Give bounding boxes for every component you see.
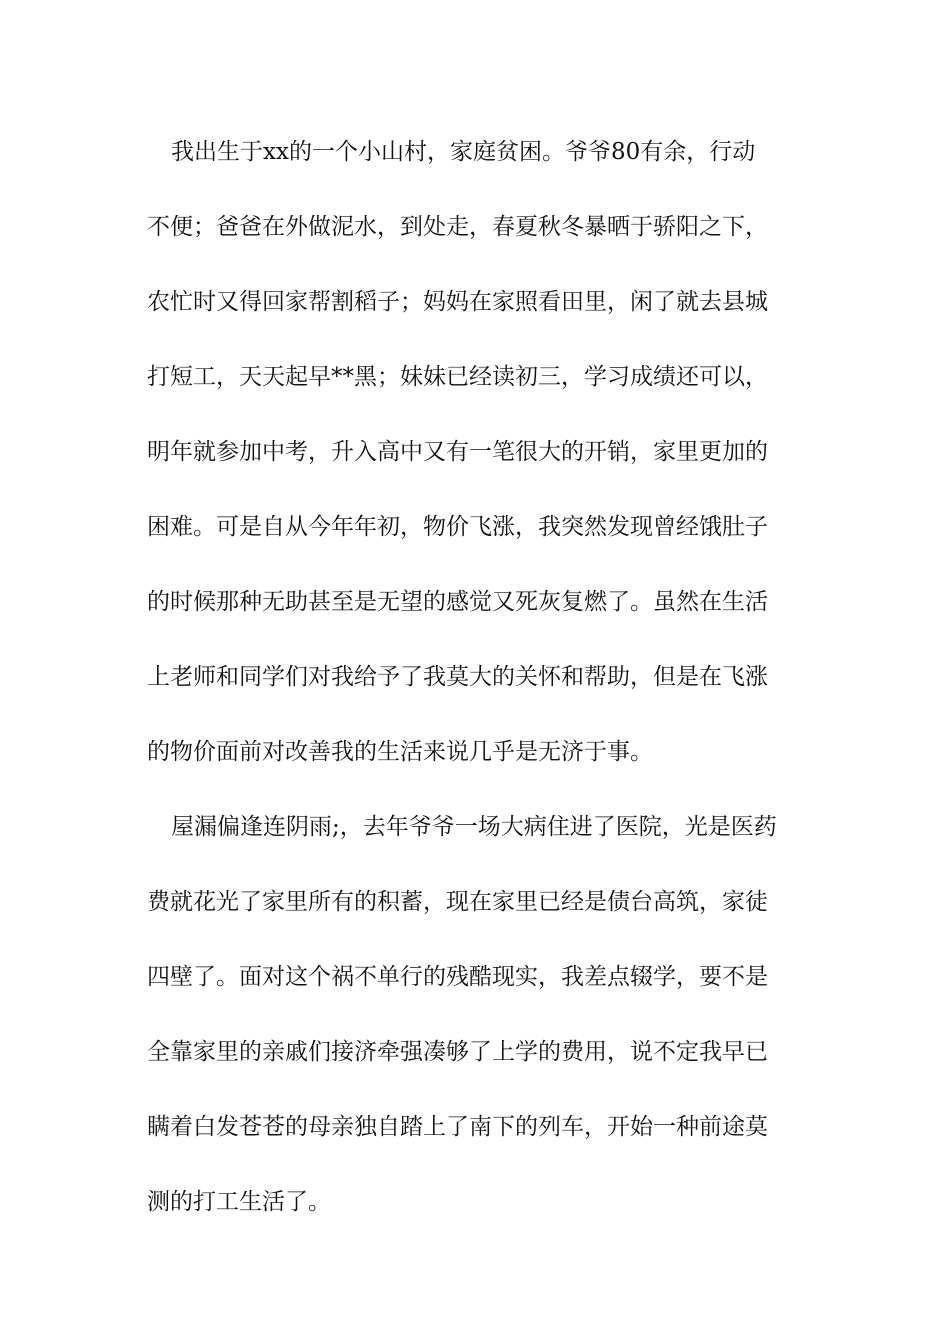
text-line: 不便；爸爸在外做泥水，到处走，春夏秋冬暴晒于骄阳之下， xyxy=(147,214,768,240)
text-line: 打短工，天天起早**黑；妹妹已经读初三，学习成绩还可以， xyxy=(147,364,768,390)
paragraph-2 xyxy=(147,790,807,1240)
text-line: 农忙时又得回家帮割稻子；妈妈在家照看田里，闲了就去县城 xyxy=(147,289,768,315)
text-line: 费就花光了家里所有的积蓄，现在家里已经是债台高筑，家徒 xyxy=(147,889,768,915)
text-line: 屋漏偏逢连阴雨;，去年爷爷一场大病住进了医院，光是医药 xyxy=(171,814,777,840)
text-line: 的物价面前对改善我的生活来说几乎是无济于事。 xyxy=(147,739,653,765)
text-line: 瞒着白发苍苍的母亲独自踏上了南下的列车，开始一种前途莫 xyxy=(147,1114,768,1140)
text-line: 上老师和同学们对我给予了我莫大的关怀和帮助，但是在飞涨 xyxy=(147,664,768,690)
document-body xyxy=(147,115,807,1240)
text-line: 的时候那种无助甚至是无望的感觉又死灰复燃了。虽然在生活 xyxy=(147,589,768,615)
text-line: 四壁了。面对这个祸不单行的残酷现实，我差点辍学，要不是 xyxy=(147,964,768,990)
paragraph-1 xyxy=(147,115,807,790)
text-line: 困难。可是自从今年年初，物价飞涨，我突然发现曾经饿肚子 xyxy=(147,514,768,540)
text-line: 测的打工生活了。 xyxy=(147,1189,331,1215)
text-line: 我出生于xx的一个小山村，家庭贫困。爷爷80有余，行动 xyxy=(171,139,756,165)
text-line: 全靠家里的亲戚们接济牵强凑够了上学的费用，说不定我早已 xyxy=(147,1039,768,1065)
text-line: 明年就参加中考，升入高中又有一笔很大的开销，家里更加的 xyxy=(147,439,768,465)
